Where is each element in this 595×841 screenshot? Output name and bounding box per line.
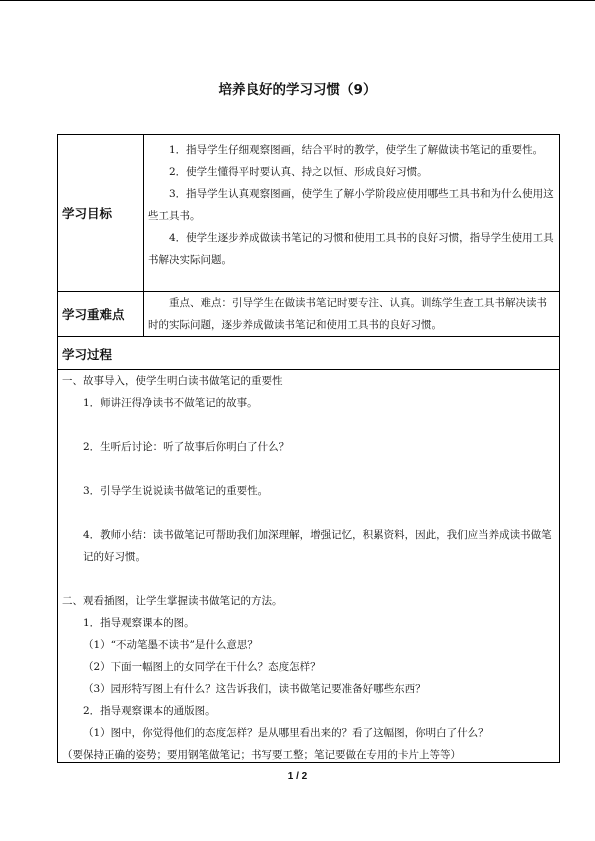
section-heading: 一、故事导入，使学生明白读书做笔记的重要性 (62, 375, 283, 387)
lesson-table (57, 134, 560, 763)
objective-item: 2．使学生懂得平时要认真、持之以恒、形成良好习惯。 (169, 166, 428, 178)
objectives-row (58, 135, 559, 292)
key-points-label: 学习重难点 (58, 292, 144, 336)
key-points-row (58, 292, 559, 337)
page-number: 1 / 2 (287, 771, 308, 782)
process-content (58, 370, 559, 766)
objective-item: 1．指导学生仔细观察图画，结合平时的教学，使学生了解做读书笔记的重要性。 (169, 144, 544, 156)
process-step: 1．指导观察课本的图。 (83, 617, 195, 629)
process-question: （3）园形特写图上有什么？这告诉我们，读书做笔记要准备好哪些东西？ (83, 683, 426, 695)
process-note: （要保持正确的姿势；要用钢笔做笔记；书写要工整；笔记要做在专用的卡片上等等） (62, 749, 461, 761)
objective-item: 4．使学生逐步养成做读书笔记的习惯和使用工具书的良好习惯，指导学生使用工具书解决实际问题。 (148, 232, 554, 266)
process-step: 2．指导观察课本的通版图。 (83, 705, 216, 717)
header-rule (0, 0, 595, 1)
process-step: 2．生听后讨论：听了故事后你明白了什么？ (83, 441, 290, 453)
page-title: 培养良好的学习习惯（9） (218, 82, 377, 98)
process-question: （2）下面一幅图上的女同学在干什么？态度怎样？ (83, 661, 321, 673)
section-heading: 二、观看插图，让学生掌握读书做笔记的方法。 (62, 595, 283, 607)
key-points-cell (144, 292, 559, 336)
objectives-cell (144, 135, 559, 291)
process-step: 4．教师小结：读书做笔记可帮助我们加深理解，增强记忆，积累资料，因此，我们应当养成读书做笔记的好习惯。 (83, 529, 552, 563)
objectives-label: 学习目标 (58, 135, 144, 291)
process-header-row (58, 337, 559, 370)
process-label: 学习过程 (62, 346, 113, 362)
process-question: （1）“不动笔墨不读书”是什么意思？ (83, 639, 258, 651)
process-step: 3．引导学生说说读书做笔记的重要性。 (83, 485, 269, 497)
key-points-text: 重点、难点：引导学生在做读书笔记时要专注、认真。训练学生查工具书解决读书时的实际问题，逐步养成做读书笔记和使用工具书的良好习惯。 (148, 297, 547, 331)
process-step: 1．师讲汪得净读书不做笔记的故事。 (83, 397, 258, 409)
objective-item: 3．指导学生认真观察图画，使学生了解小学阶段应使用哪些工具书和为什么使用这些工具书。 (148, 188, 554, 222)
process-question: （1）图中，你觉得他们的态度怎样？是从哪里看出来的？看了这幅图，你明白了什么？ (83, 727, 489, 739)
